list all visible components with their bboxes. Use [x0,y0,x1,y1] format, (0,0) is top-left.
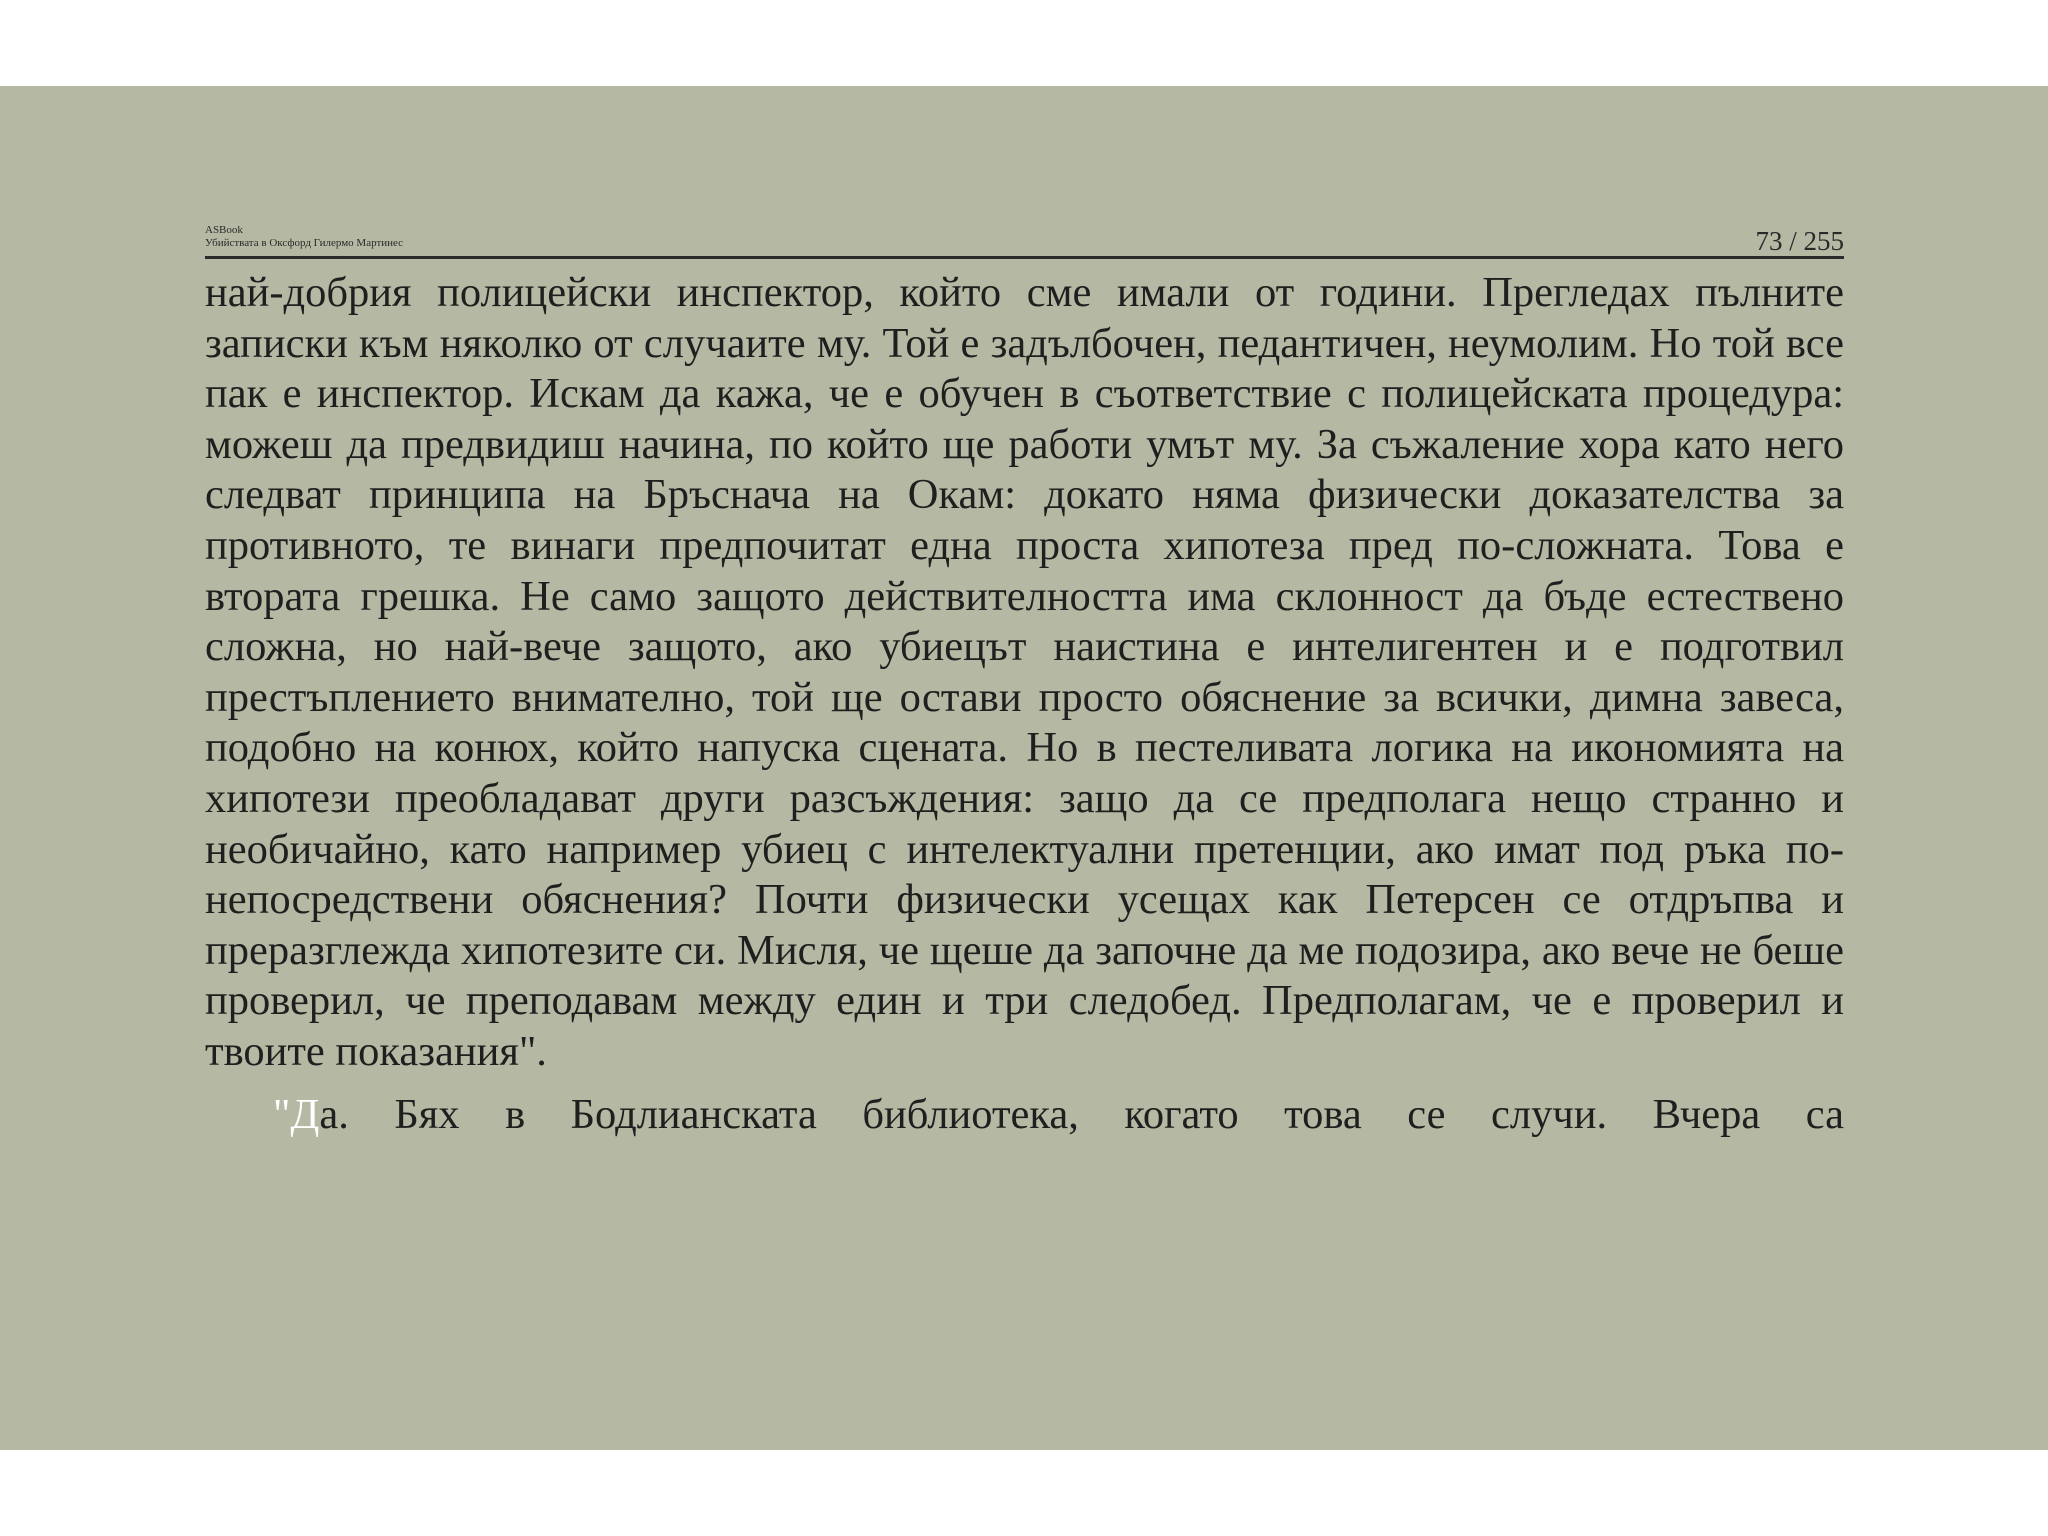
paragraph-1: най-добрия полицейски инспектор, който сме имали от години. Прегледах пълните записки към няколко от случаите му. Той е задълбочен, педантичен, неумолим. Но той все пак е инспектор. Искам да кажа, че е обучен в съответствие с полицейската процедура: можеш да предвидиш начина, по който ще работи умът му. За съжаление хора като него следват принципа на Бръснача на Окам: докато няма физически доказателства за противното, те винаги предпочитат една проста хипотеза пред по-сложната. Това е втората грешка. Не само защото действителността има склонност да бъде естествено сложна, но най-вече защото, ако убиецът наистина е интелигентен и е подготвил престъплението внимателно, той ще остави просто обяснение за всички, димна завеса, подобно на конюх, който напуска сцената. Но в пестеливата логика на икономията на хипотези преобладават други разсъждения: защо да се предполага нещо странно и необичайно, като например убиец с интелектуални претенции, ако имат под ръка по-непосредствени обяснения? Почти физически усещах как Петерсен се отдръпва и преразглежда хипотезите си. Мисля, че щеше да започне да ме подозира, ако вече не беше проверил, че преподавам между един и три следобед. Предполагам, че е проверил и твоите показания". [205,269,1844,1075]
header-book-title: Убийствата в Оксфорд Гилермо Мартинес [205,237,404,249]
header-book-info [205,224,403,250]
book-text [205,268,1844,1140]
paragraph-2 [205,1090,1844,1141]
page-indicator: 73 / 255 [1755,226,1844,256]
paragraph-2-text: а. Бях в Бодлианската библиотека, когато това се случи. Вчера са [319,1090,1844,1138]
dropcap-letter: "Д [273,1090,320,1138]
header-publisher: ASBook [205,224,243,236]
page-header [205,138,1844,259]
